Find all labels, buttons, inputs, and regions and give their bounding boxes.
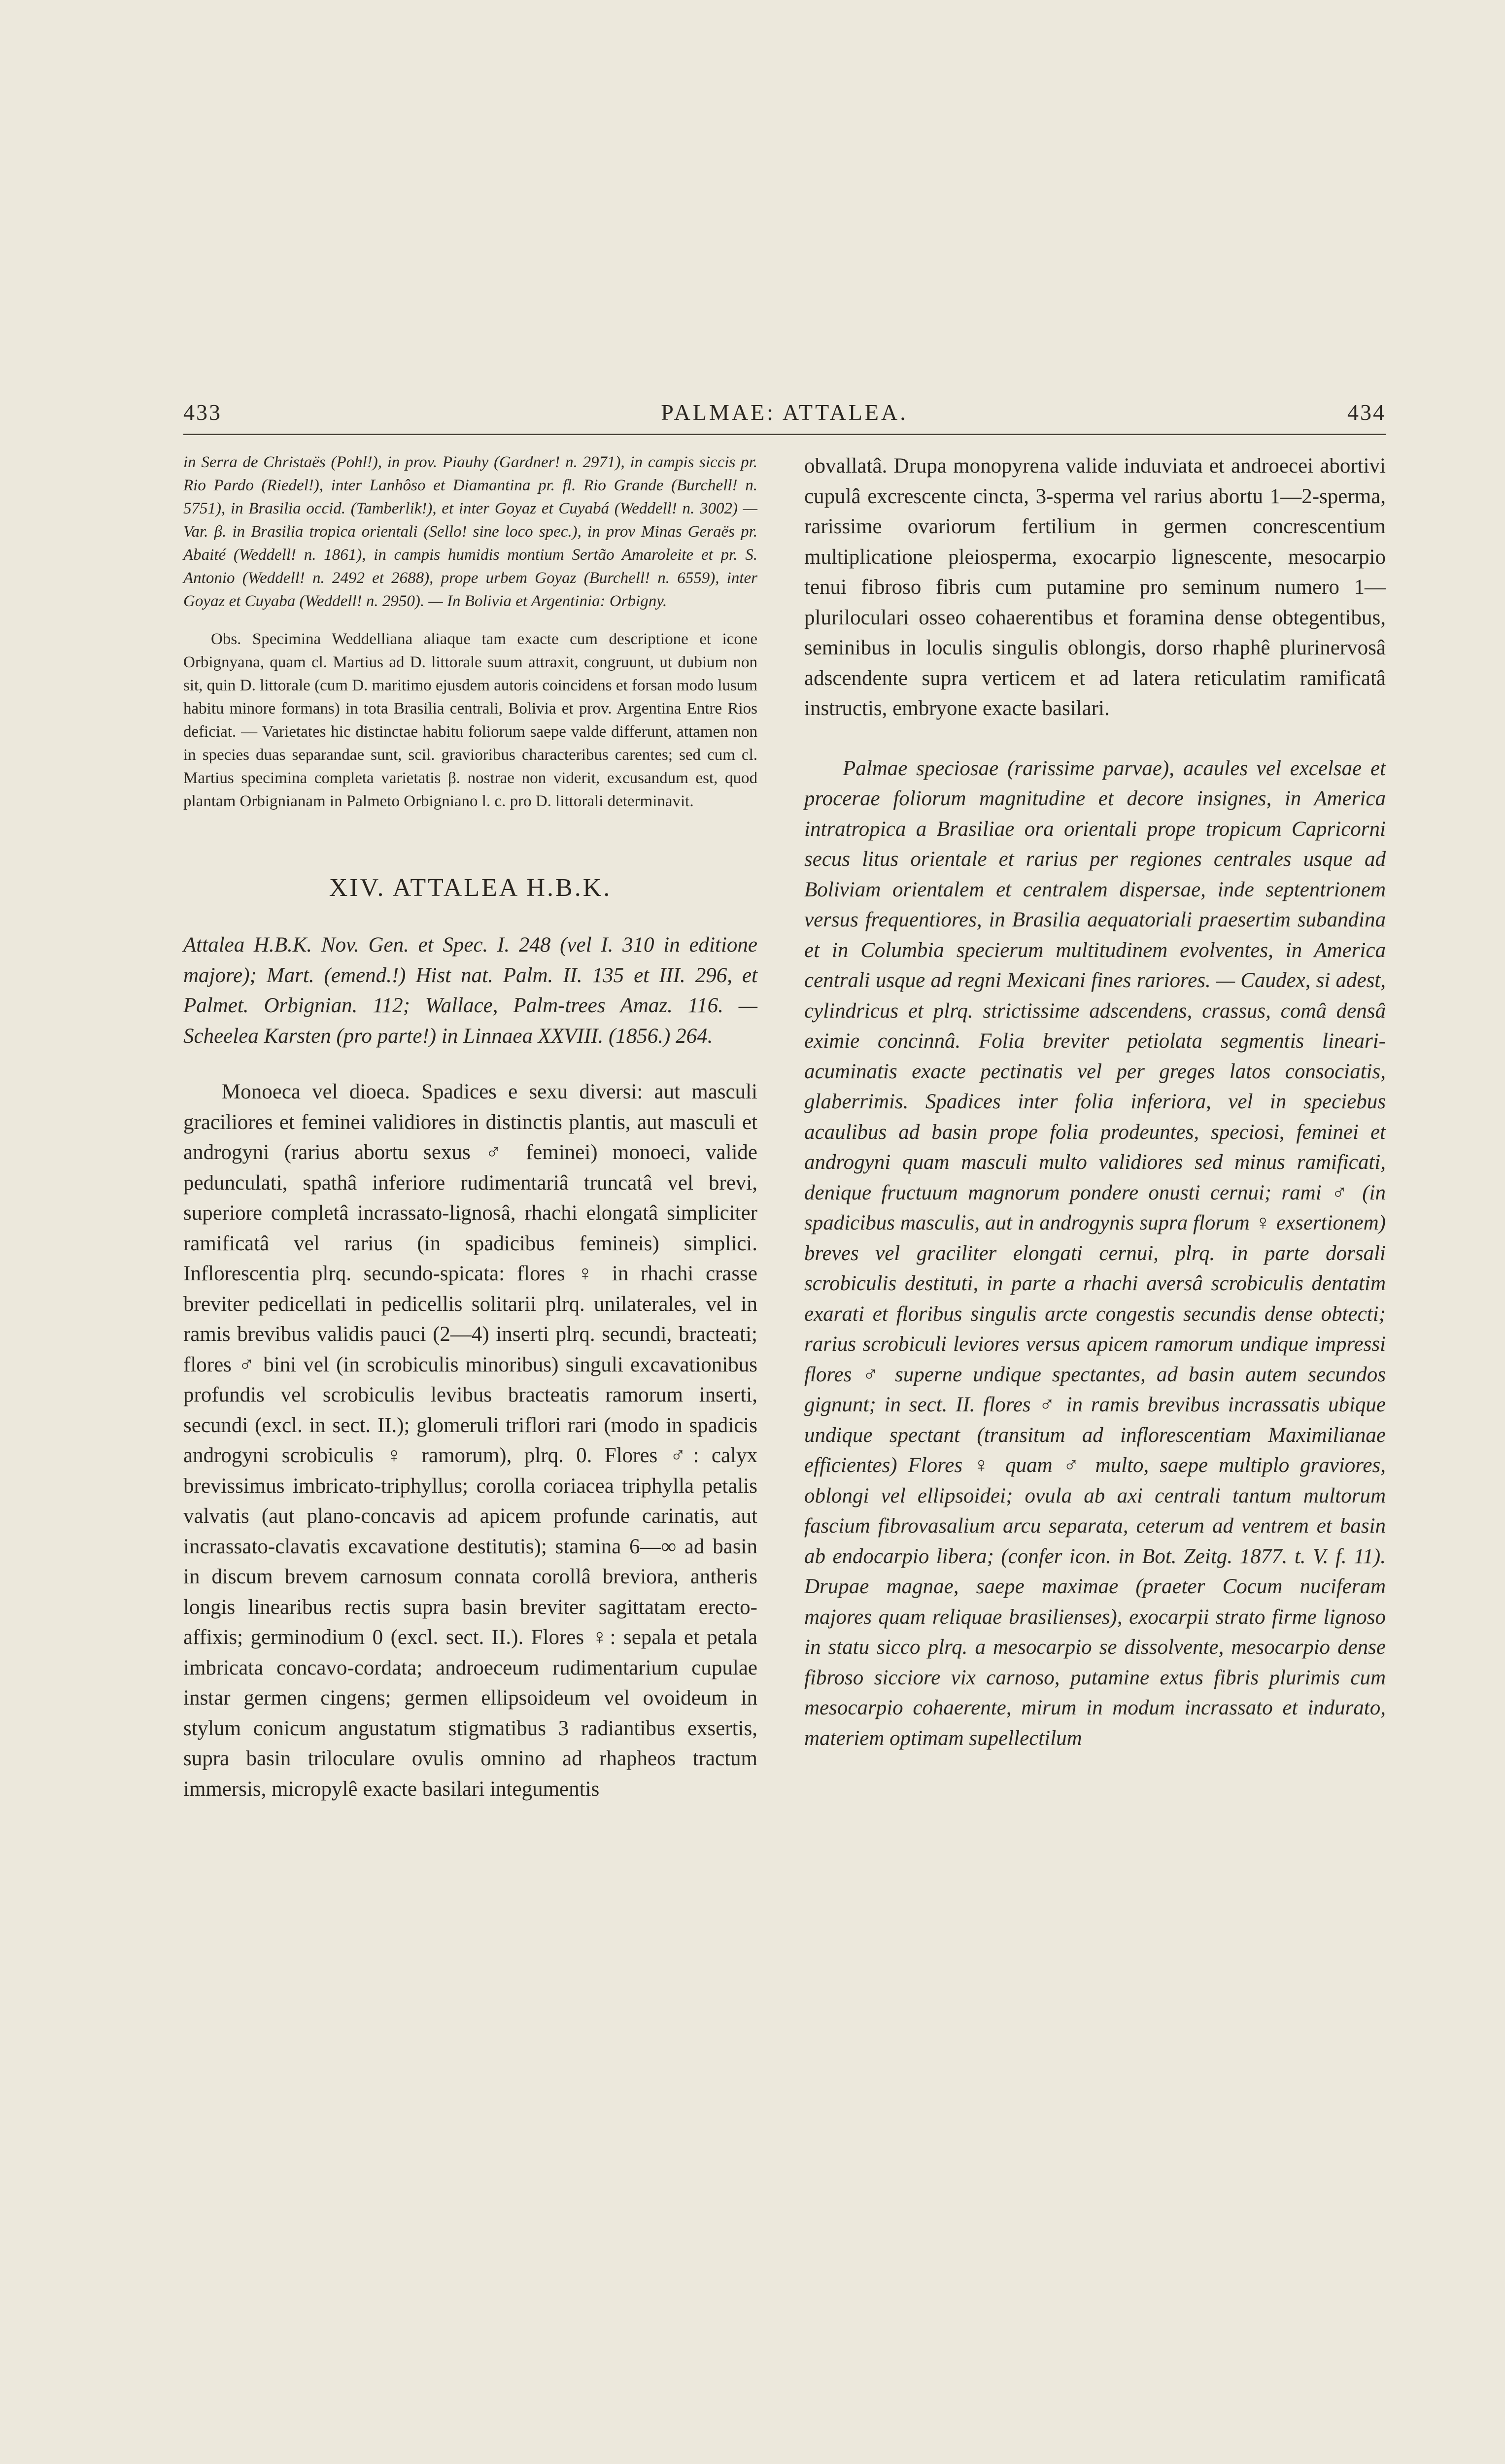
localities-paragraph: in Serra de Christaës (Pohl!), in prov. Piauhy (Gardner! n. 2971), in campis siccis pr. Rio Pardo (Riedel!), inter Lanhôso et Diamantina pr. fl. Rio Grande (Burchell! n. 5751), in Brasilia occid. (Tamberlik!), et inter Goyaz et Cuyabá (Weddell! n. 3002) — Var. β. in Brasilia tropica orientali (Sello! sine loco spec.), in prov Minas Geraës pr. Abaité (Weddell! n. 1861), in campis humidis montium Sertão Amaroleite et pr. S. Antonio (Weddell! n. 2492 et 2688), prope urbem Goyaz (Burchell! n. 6559), inter Goyaz et Cuyaba (Weddell! n. 2950). — In Bolivia et Argentinia: Orbigny. (183, 453, 757, 610)
page-header (183, 399, 1386, 444)
running-title: PALMAE: ATTALEA. (661, 400, 908, 425)
left-column (183, 451, 757, 1804)
page-number-right: 434 (1347, 400, 1386, 425)
header-rule (183, 434, 1386, 435)
observation-paragraph: Obs. Specimina Weddelliana aliaque tam exacte cum descriptione et icone Orbignyana, quam cl. Martius ad D. littorale suum attraxit, congruunt, ut dubium non sit, quin D. littorale (cum D. maritimo ejusdem autoris coincidens et forsan modo lusum habitu minore formans) in tota Brasilia centrali, Bolivia et prov. Argentina Entre Rios deficiat. — Varietates hic distinctae habitu foliorum saepe valde differunt, attamen non in species duas separandae sunt, scil. gravioribus characteribus carentes; sed cum cl. Martius specimina completa varietatis β. nostrae non viderit, excusandum est, quod plantam Orbignianam in Palmeto Orbigniano l. c. pro D. littorali determinavit. (183, 630, 757, 810)
right-column (804, 451, 1386, 1753)
habitat-paragraph: Palmae speciosae (rarissime parvae), acaules vel excelsae et procerae foliorum magnitudine et decore insignes, in America intratropica a Brasiliae ora orientali prope tropicum Capricorni secus litus orientale et rarius per regiones centrales usque ad Boliviam orientalem et centralem dispersae, inde septentrionem versus frequentiores, in Brasilia aequatoriali praesertim subandina et in Columbia specierum multitudinem evolventes, in America centrali usque ad regni Mexicani fines rariores. — Caudex, si adest, cylindricus et plrq. strictissime adscendens, crassus, comâ densâ eximie concinnâ. Folia breviter petiolata segmentis lineari-acuminatis exacte pectinatis vel per greges latos consociatis, glaberrimis. Spadices inter folia inferiora, vel in speciebus acaulibus ad basin prope folia prodeuntes, speciosi, feminei et androgyni quam masculi multo validiores sed minus ramificati, denique fructuum magnorum pondere onusti cernui; rami ♂ (in spadicibus masculis, aut in androgynis supra florum ♀ exsertionem) breves vel graciliter elongati cernui, plrq. in parte dorsali scrobiculis destituti, in parte a rhachi aversâ scrobiculis dentatim exarati et floribus singulis arcte congestis secundis dense obtecti; rarius scrobiculi leviores versus apicem ramorum undique impressi flores ♂ superne undique spectantes, ad basin autem secundos gignunt; in sect. II. flores ♂ in ramis brevibus incrassatis ubique undique spectant (transitum ad inflorescentiam Maximilianae efficientes) Flores ♀ quam ♂ multo, saepe multiplo graviores, oblongi vel ellipsoidei; ovula ab axi centrali tantum multorum fascium fibrovasalium arcu separata, ceterum ad ventrem et basin ab endocarpio libera; (confer icon. in Bot. Zeitg. 1877. t. V. f. 11). Drupae magnae, saepe maximae (praeter Cocum nuciferam majores quam reliquae brasilienses), exocarpii strato firme lignoso in statu sicco plrq. a mesocarpio se dissolvente, mesocarpio dense fibroso sicciore vix carnoso, putamine extus fibris plurimis cum mesocarpio cohaerente, mirum in modum incrassato et indurato, materiem optimam supellectilum (804, 756, 1386, 1750)
genus-description: Monoeca vel dioeca. Spadices e sexu diversi: aut masculi graciliores et feminei validiores in distinctis plantis, aut masculi et androgyni (rarius abortu sexus ♂ feminei) monoeci, valide pedunculati, spathâ inferiore rudimentariâ truncatâ vel brevi, superiore completâ incrassato-lignosâ, rhachi elongatâ simpliciter ramificatâ vel rarius (in spadicibus femineis) simplici. Inflorescentia plrq. secundo-spicata: flores ♀ in rhachi crasse breviter pedicellati in pedicellis solitarii plrq. unilaterales, vel in ramis brevibus validis pauci (2—4) inserti plrq. secundi, bracteati; flores ♂ bini vel (in scrobiculis minoribus) singuli excavationibus profundis vel scrobiculis levibus bracteatis ramorum inserti, secundi (excl. in sect. II.); glomeruli triflori rari (modo in spadicis androgyni scrobiculis ♀ ramorum), plrq. 0. Flores ♂: calyx brevissimus imbricato-triphyllus; corolla coriacea triphylla petalis valvatis (aut plano-concavis ad apicem profunde carinatis, aut incrassato-clavatis excavatione destitutis); stamina 6—∞ ad basin in discum brevem carnosum connata corollâ breviora, antheris longis linearibus rectis supra basin breviter sagittatam erecto-affixis; germinodium 0 (excl. sect. II.). Flores ♀: sepala et petala imbricata concavo-cordata; androeceum rudimentarium cupulae instar germen cingens; germen ellipsoideum vel ovoideum in stylum conicum angustatum stigmatibus 3 radiantibus exsertis, supra basin triloculare ovulis omnino ad rhapheos tractum immersis, micropylê exacte basilari integumentis (183, 1080, 757, 1801)
synonymy-paragraph: Attalea H.B.K. Nov. Gen. et Spec. I. 248 (vel I. 310 in editione majore); Mart. (emend.!) Hist nat. Palm. II. 135 et III. 296, et Palmet. Orbignian. 112; Wallace, Palm-trees Amaz. 116. — Scheelea Karsten (pro parte!) in Linnaea XXVIII. (1856.) 264. (183, 933, 757, 1048)
page-number-left: 433 (183, 400, 222, 425)
section-title: XIV. ATTALEA H.B.K. (329, 874, 612, 902)
description-continuation: obvallatâ. Drupa monopyrena valide induviata et androecei abortivi cupulâ excrescente cincta, 3-sperma vel rarius abortu 1—2-sperma, rarissime ovariorum fertilium in germen concrescentium multiplicatione pleiosperma, exocarpio lignescente, mesocarpio tenui fibroso fibris cum putamine pro seminum numero 1—pluriloculari osseo cohaerentibus et foramina dense obtegentibus, seminibus in loculis singulis oblongis, dorso rhaphê plurinervosâ adscendente supra verticem et ad latera reticulatim ramificatâ instructis, embryone exacte basilari. (804, 454, 1386, 720)
